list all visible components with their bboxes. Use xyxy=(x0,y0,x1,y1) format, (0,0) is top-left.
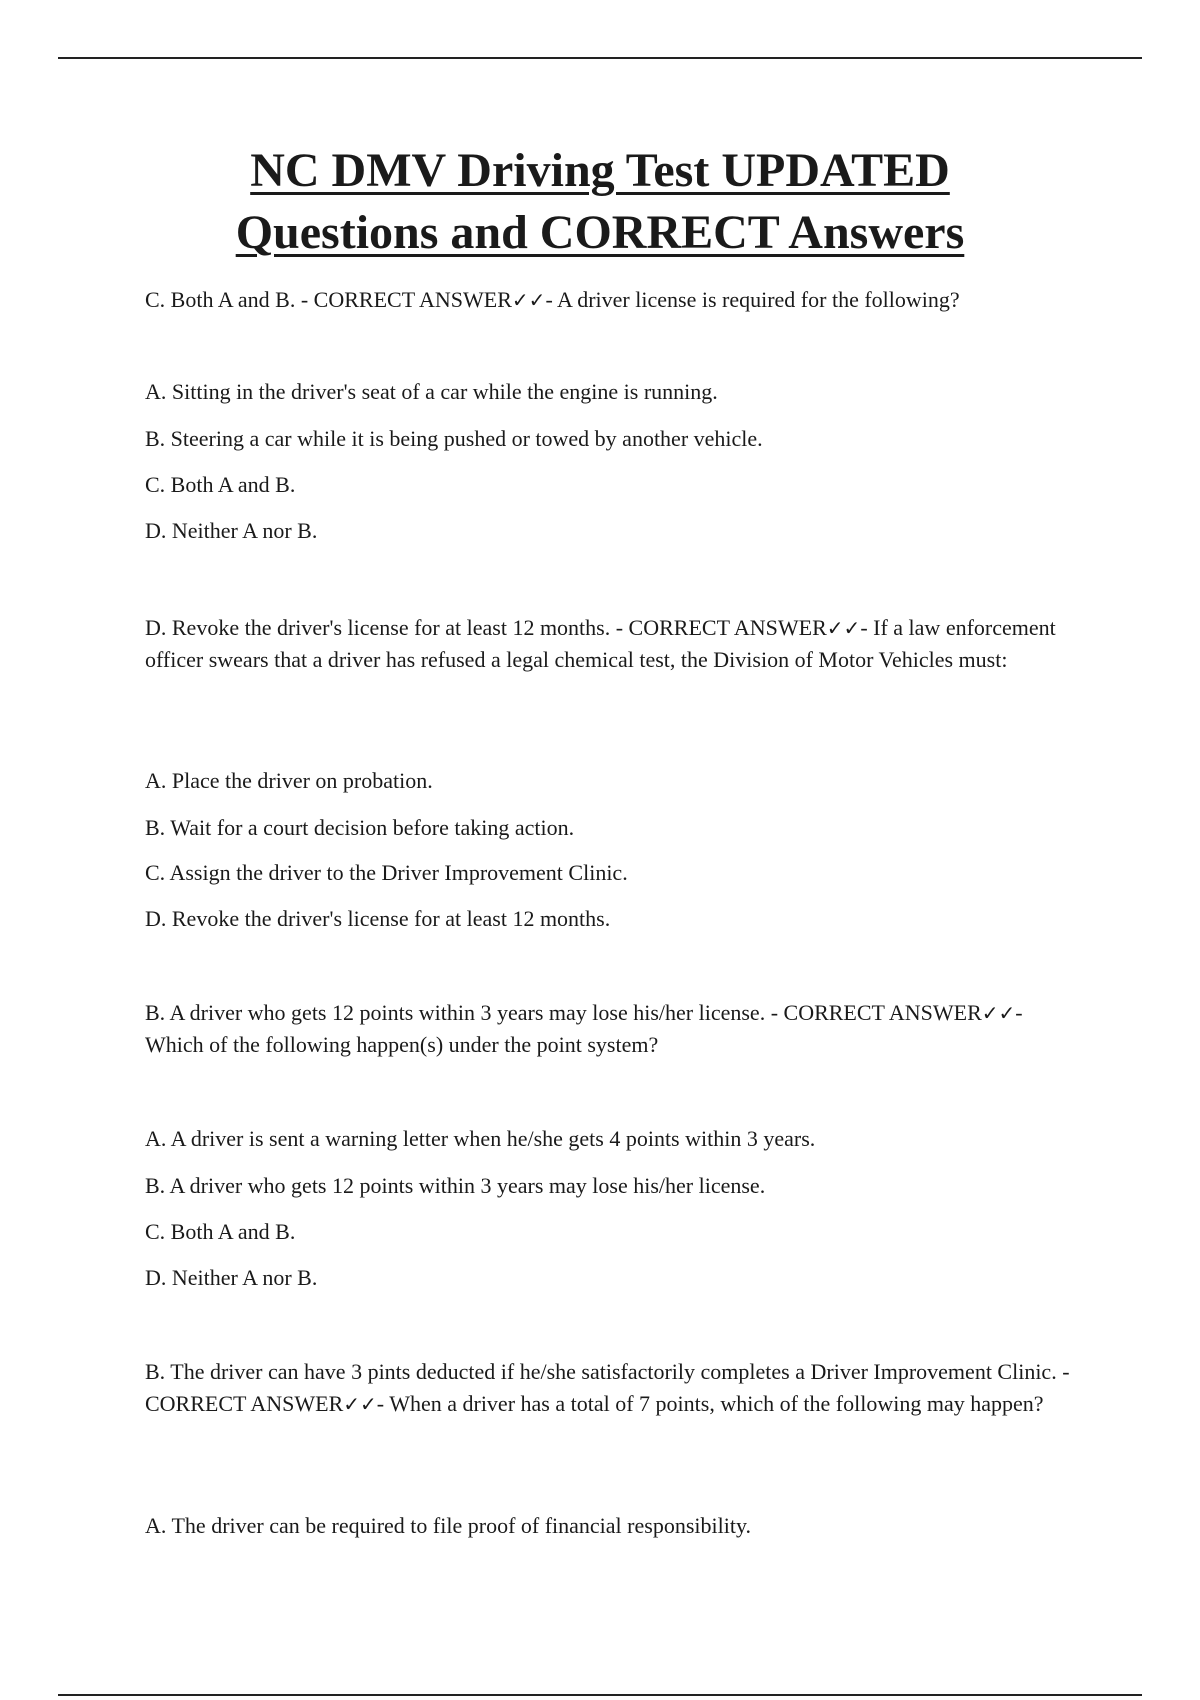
option-item: A. Place the driver on probation. xyxy=(145,768,433,793)
check-marks-icon: ✓✓ xyxy=(343,1392,377,1416)
bottom-rule xyxy=(58,1694,1142,1696)
check-marks-icon: ✓✓ xyxy=(981,1001,1016,1025)
option-item: C. Assign the driver to the Driver Improvement Clinic. xyxy=(145,860,628,885)
option-item: A. The driver can be required to file proof of financial responsibility. xyxy=(145,1513,752,1538)
page-title xyxy=(0,140,1200,264)
option-item: A. Sitting in the driver's seat of a car while the engine is running. xyxy=(145,379,718,404)
title-line-1: NC DMV Driving Test UPDATED xyxy=(250,144,950,197)
option-item: C. Both A and B. xyxy=(145,472,296,497)
option-item: A. A driver is sent a warning letter when he/she gets 4 points within 3 years. xyxy=(145,1126,816,1151)
question-answer-line: C. Both A and B. - CORRECT ANSWER✓✓- A driver license is required for the following? xyxy=(145,287,960,312)
question-answer-line: B. A driver who gets 12 points within 3 years may lose his/her license. - CORRECT ANSWER✓✓- Which of the following happen(s) under the point system? xyxy=(145,1000,1023,1057)
option-item: D. Neither A nor B. xyxy=(145,1265,318,1290)
option-item: D. Neither A nor B. xyxy=(145,518,318,543)
option-item: B. Steering a car while it is being pushed or towed by another vehicle. xyxy=(145,426,763,451)
option-item: B. A driver who gets 12 points within 3 years may lose his/her license. xyxy=(145,1173,766,1198)
check-marks-icon: ✓✓ xyxy=(511,288,546,312)
option-item: C. Both A and B. xyxy=(145,1219,296,1244)
option-item: B. Wait for a court decision before taking action. xyxy=(145,815,575,840)
question-answer-line: B. The driver can have 3 pints deducted if he/she satisfactorily completes a Driver Improvement Clinic. - CORRECT ANSWER✓✓- When a driver has a total of 7 points, which of the following may happen? xyxy=(145,1359,1070,1416)
question-answer-line: D. Revoke the driver's license for at least 12 months. - CORRECT ANSWER✓✓- If a law enforcement officer swears that a driver has refused a legal chemical test, the Division of Motor Vehicles must: xyxy=(145,615,1056,672)
title-line-2: Questions and CORRECT Answers xyxy=(235,206,965,259)
check-marks-icon: ✓✓ xyxy=(826,616,861,640)
option-item: D. Revoke the driver's license for at least 12 months. xyxy=(145,906,611,931)
top-rule xyxy=(58,57,1142,59)
